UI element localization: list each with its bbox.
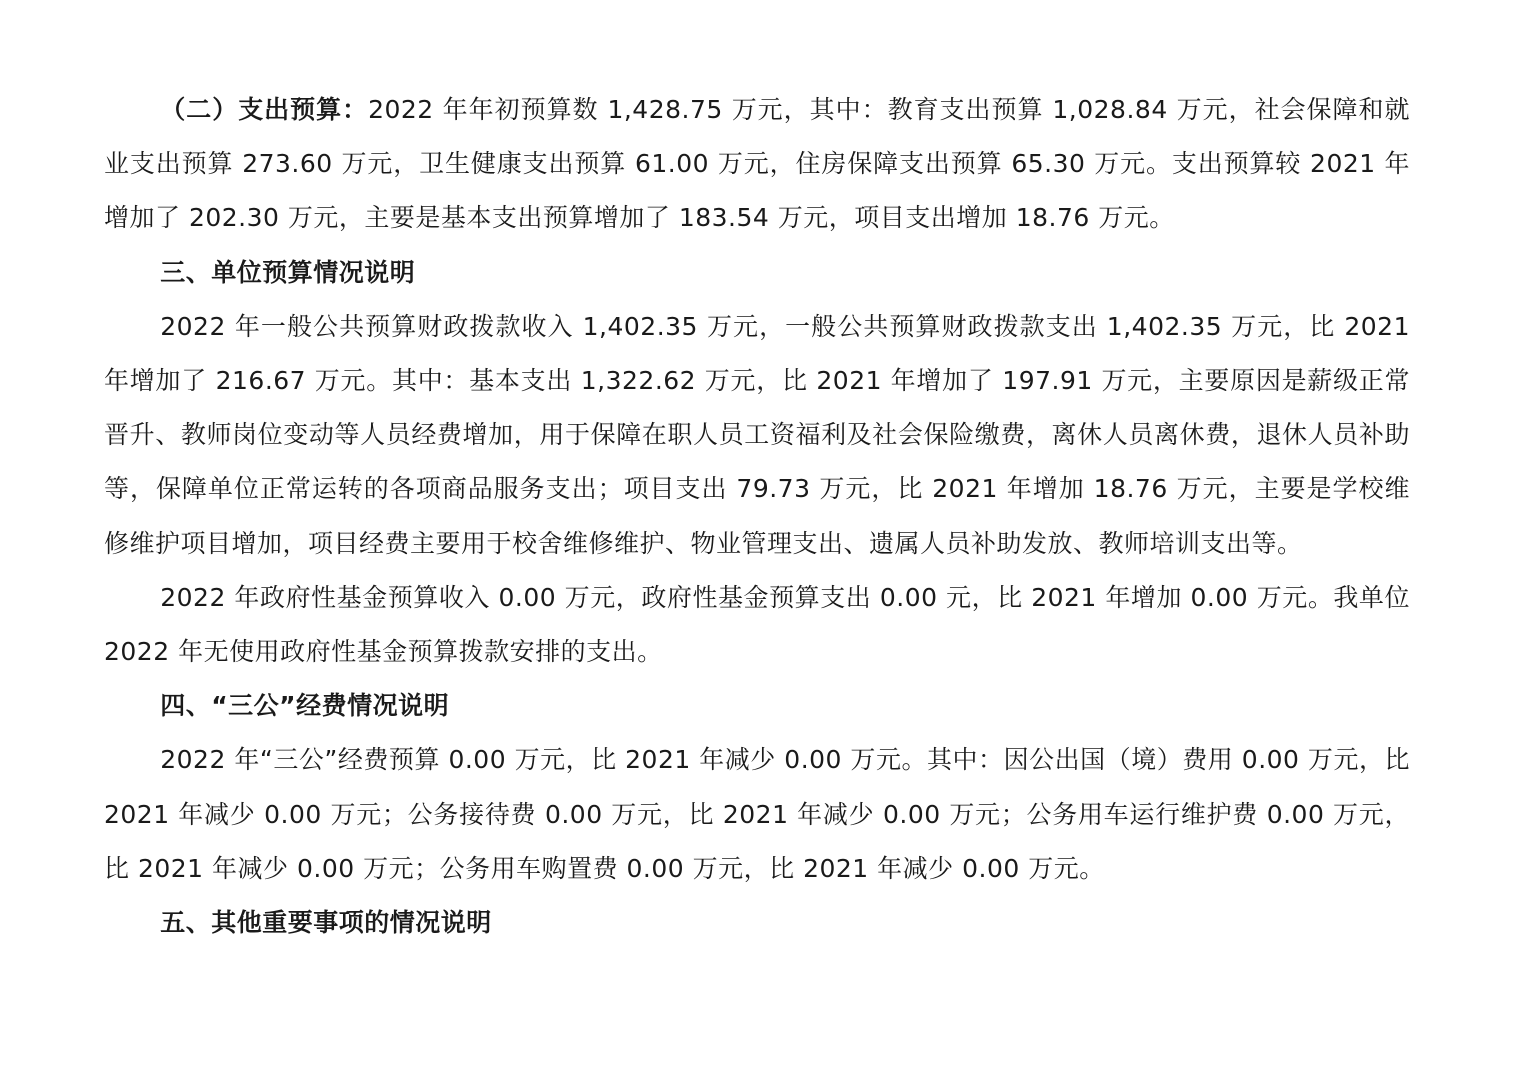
- section-heading-other-matters: 五、其他重要事项的情况说明: [160, 908, 492, 938]
- expenditure-budget-paragraph: [104, 83, 1410, 246]
- government-fund-paragraph: 2022 年政府性基金预算收入 0.00 万元，政府性基金预算支出 0.00 元，比 2021 年增加 0.00 万元。我单位 2022 年无使用政府性基金预算拨款安排的支出。: [104, 582, 1410, 667]
- section-heading-unit-budget: 三、单位预算情况说明: [160, 257, 416, 287]
- three-public-paragraph: 2022 年“三公”经费预算 0.00 万元，比 2021 年减少 0.00 万元。其中：因公出国（境）费用 0.00 万元，比 2021 年减少 0.00 万元；公务接待费 0.00 万元，比 2021 年减少 0.00 万元；公务用车运行维护费 0.00 万元，比 2021 年减少 0.00 万元；公务用车购置费 0.00 万元，比 2021 年减少 0.00 万元。: [104, 745, 1410, 883]
- general-public-budget-paragraph: 2022 年一般公共预算财政拨款收入 1,402.35 万元，一般公共预算财政拨款支出 1,402.35 万元，比 2021 年增加了 216.67 万元。其中：基本支出 1,322.62 万元，比 2021 年增加了 197.91 万元，主要原因是薪级正常晋升、教师岗位变动等人员经费增加，用于保障在职人员工资福利及社会保险缴费，离休人员离休费，退休人员补助等，保障单位正常运转的各项商品服务支出；项目支出 79.73 万元，比 2021 年增加 18.76 万元，主要是学校维修维护项目增加，项目经费主要用于校舍维修维护、物业管理支出、遗属人员补助发放、教师培训支出等。: [104, 311, 1410, 558]
- document-page: [104, 83, 1410, 950]
- expenditure-budget-text: 2022 年年初预算数 1,428.75 万元，其中：教育支出预算 1,028.84 万元，社会保障和就业支出预算 273.60 万元，卫生健康支出预算 61.00 万元，住房保障支出预算 65.30 万元。支出预算较 2021 年增加了 202.30 万元，主要是基本支出预算增加了 183.54 万元，项目支出增加 18.76 万元。: [104, 95, 1410, 233]
- expenditure-budget-lead: （二）支出预算：: [160, 95, 369, 124]
- section-heading-three-public: 四、“三公”经费情况说明: [160, 691, 450, 721]
